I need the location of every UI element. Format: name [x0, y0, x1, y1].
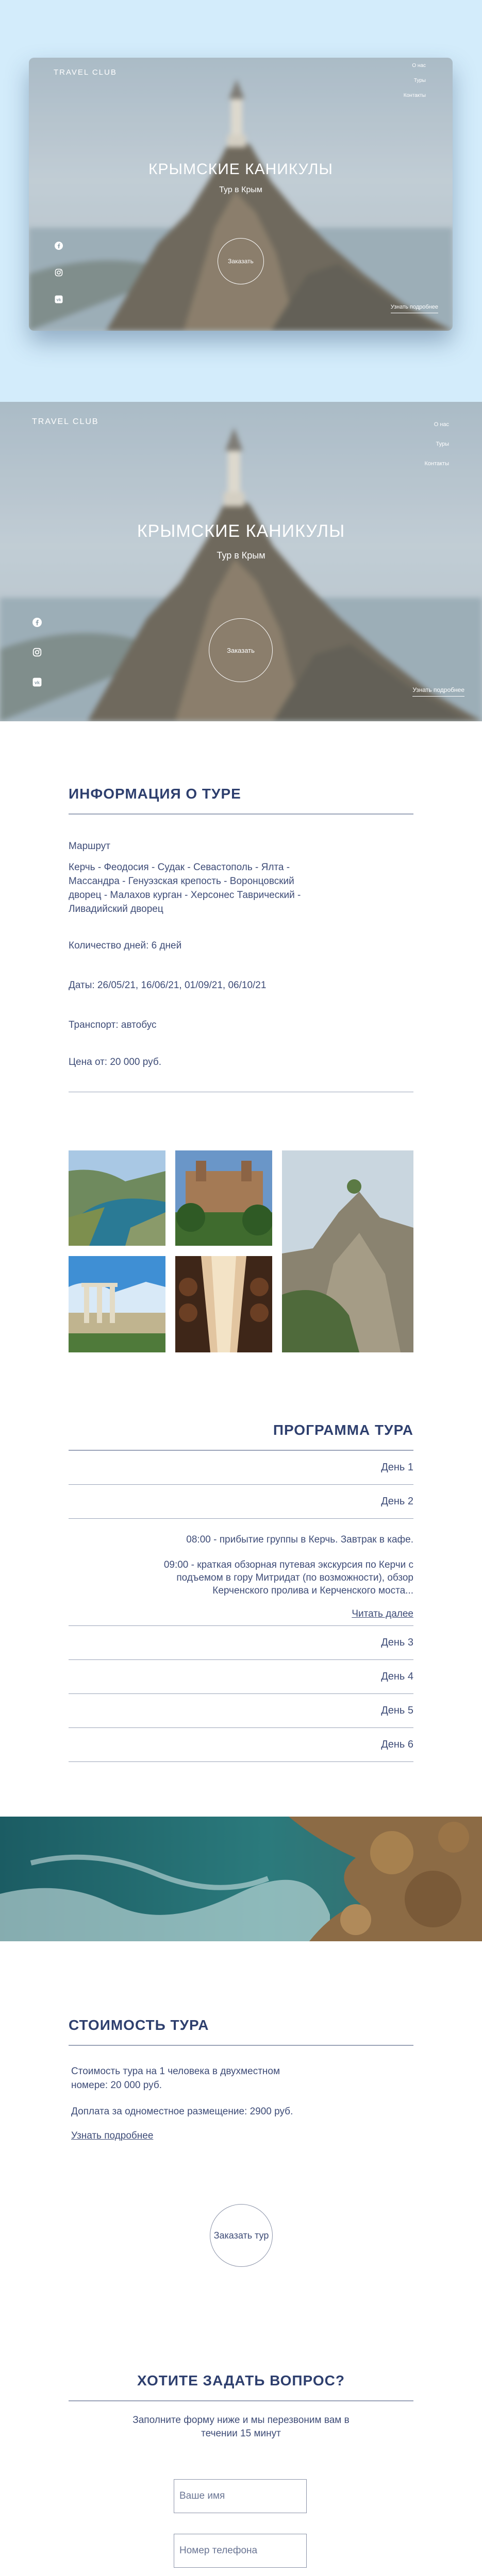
question-title: ХОТИТЕ ЗАДАТЬ ВОПРОС?	[137, 2372, 345, 2388]
day-1-toggle[interactable]: День 1	[69, 1451, 413, 1485]
instagram-icon[interactable]	[32, 647, 42, 657]
logo[interactable]: TRAVEL CLUB	[54, 68, 117, 77]
nav-item-contacts[interactable]: Контакты	[424, 461, 449, 467]
tour-info-section	[69, 786, 413, 1092]
divider	[69, 814, 413, 815]
price-more-link[interactable]: Узнать подробнее	[71, 2130, 154, 2141]
nav-item-tours[interactable]: Туры	[413, 78, 426, 83]
facebook-icon[interactable]	[54, 241, 64, 251]
question-text: течении 15 минут	[201, 2428, 281, 2439]
hero-title: КРЫМСКИЕ КАНИКУЛЫ	[148, 161, 333, 178]
route-line: дворец - Малахов курган - Херсонес Таврический -	[69, 889, 301, 901]
question-text: Заполните форму ниже и мы перезвоним вам в	[132, 2414, 350, 2426]
route-line: Ливадийский дворец	[69, 903, 163, 914]
price-details	[69, 2064, 413, 2143]
day-3-toggle[interactable]: День 3	[69, 1626, 413, 1660]
days-count: Количество дней: 6 дней	[69, 940, 182, 951]
hero-subtitle: Тур в Крым	[219, 185, 262, 194]
route-line: Керчь - Феодосия - Судак - Севастополь - Ялта -	[69, 861, 290, 873]
svg-text:vk: vk	[34, 680, 40, 685]
hero-nav	[424, 421, 449, 467]
order-circle-button[interactable]: Заказать	[209, 618, 273, 682]
price-per-person: номере: 20 000 руб.	[71, 2079, 162, 2091]
nav-item-tours[interactable]: Туры	[436, 441, 449, 447]
learn-more-link[interactable]: Узнать подробнее	[412, 686, 464, 697]
divider	[69, 2045, 413, 2046]
route-label: Маршрут	[69, 840, 110, 852]
day-5-toggle[interactable]: День 5	[69, 1694, 413, 1728]
info-title: ИНФОРМАЦИЯ О ТУРЕ	[69, 786, 241, 802]
gallery-photo-ruins[interactable]	[69, 1256, 165, 1352]
tour-dates: Даты: 26/05/21, 16/06/21, 01/09/21, 06/10/21	[69, 979, 267, 991]
program-title: ПРОГРАММА ТУРА	[273, 1422, 413, 1438]
gallery-photo-palace[interactable]	[175, 1150, 272, 1246]
price-title: СТОИМОСТЬ ТУРА	[69, 2017, 209, 2033]
read-more-link[interactable]: Читать далее	[352, 1608, 413, 1619]
name-input[interactable]	[174, 2479, 307, 2513]
route-text	[69, 860, 413, 916]
schedule-item: 09:00 - краткая обзорная путевая экскурсия по Керчи с	[163, 1559, 413, 1570]
nav-item-about[interactable]: О нас	[434, 421, 449, 428]
day-6-toggle[interactable]: День 6	[69, 1728, 413, 1762]
phone-input[interactable]	[174, 2534, 307, 2568]
transport: Транспорт: автобус	[69, 1019, 157, 1030]
gallery-photo-cellar[interactable]	[175, 1256, 272, 1352]
preview-section	[0, 0, 482, 402]
logo[interactable]: TRAVEL CLUB	[32, 417, 99, 426]
order-tour-button[interactable]: Заказать тур	[210, 2204, 273, 2267]
order-circle-button[interactable]: Заказать	[218, 238, 264, 284]
facebook-icon[interactable]	[32, 617, 42, 628]
vk-icon[interactable]	[54, 294, 64, 304]
sea-coast-banner	[0, 1817, 482, 1941]
nav-item-contacts[interactable]: Контакты	[403, 93, 426, 98]
price-from: Цена от: 20 000 руб.	[69, 1056, 161, 1067]
hero-subtitle: Тур в Крым	[217, 550, 265, 561]
day-2-toggle[interactable]: День 2	[69, 1485, 413, 1519]
gallery-photo-cliff[interactable]	[282, 1150, 413, 1352]
schedule-item: 08:00 - прибытие группы в Керчь. Завтрак в кафе.	[186, 1534, 413, 1545]
nav-item-about[interactable]: О нас	[412, 63, 426, 69]
day-2-content	[69, 1533, 413, 1620]
hero-title: КРЫМСКИЕ КАНИКУЛЫ	[137, 521, 345, 541]
schedule-item: подъемом в гору Митридат (по возможности), обзор	[176, 1572, 413, 1583]
question-section	[69, 2372, 413, 2441]
price-per-person: Стоимость тура на 1 человека в двухместном	[71, 2065, 280, 2077]
gallery-photo-bay[interactable]	[69, 1150, 165, 1246]
divider	[69, 1092, 413, 1093]
route-line: Массандра - Генуэзская крепость - Воронцовский	[69, 875, 294, 887]
schedule-item: Керченского пролива и Керченского моста...	[212, 1585, 413, 1596]
day-4-toggle[interactable]: День 4	[69, 1660, 413, 1694]
instagram-icon[interactable]	[54, 267, 64, 278]
svg-text:vk: vk	[56, 297, 61, 302]
divider	[69, 2400, 413, 2401]
social-links	[54, 241, 64, 304]
learn-more-link[interactable]: Узнать подробнее	[391, 304, 438, 313]
program-section	[69, 1422, 413, 1762]
social-links	[32, 617, 42, 687]
vk-icon[interactable]	[32, 677, 42, 687]
single-supplement: Доплата за одноместное размещение: 2900 руб.	[71, 2106, 293, 2117]
hero-section	[0, 402, 482, 721]
preview-hero-card	[29, 58, 453, 331]
price-section	[69, 2017, 413, 2143]
hero-nav	[404, 63, 426, 98]
